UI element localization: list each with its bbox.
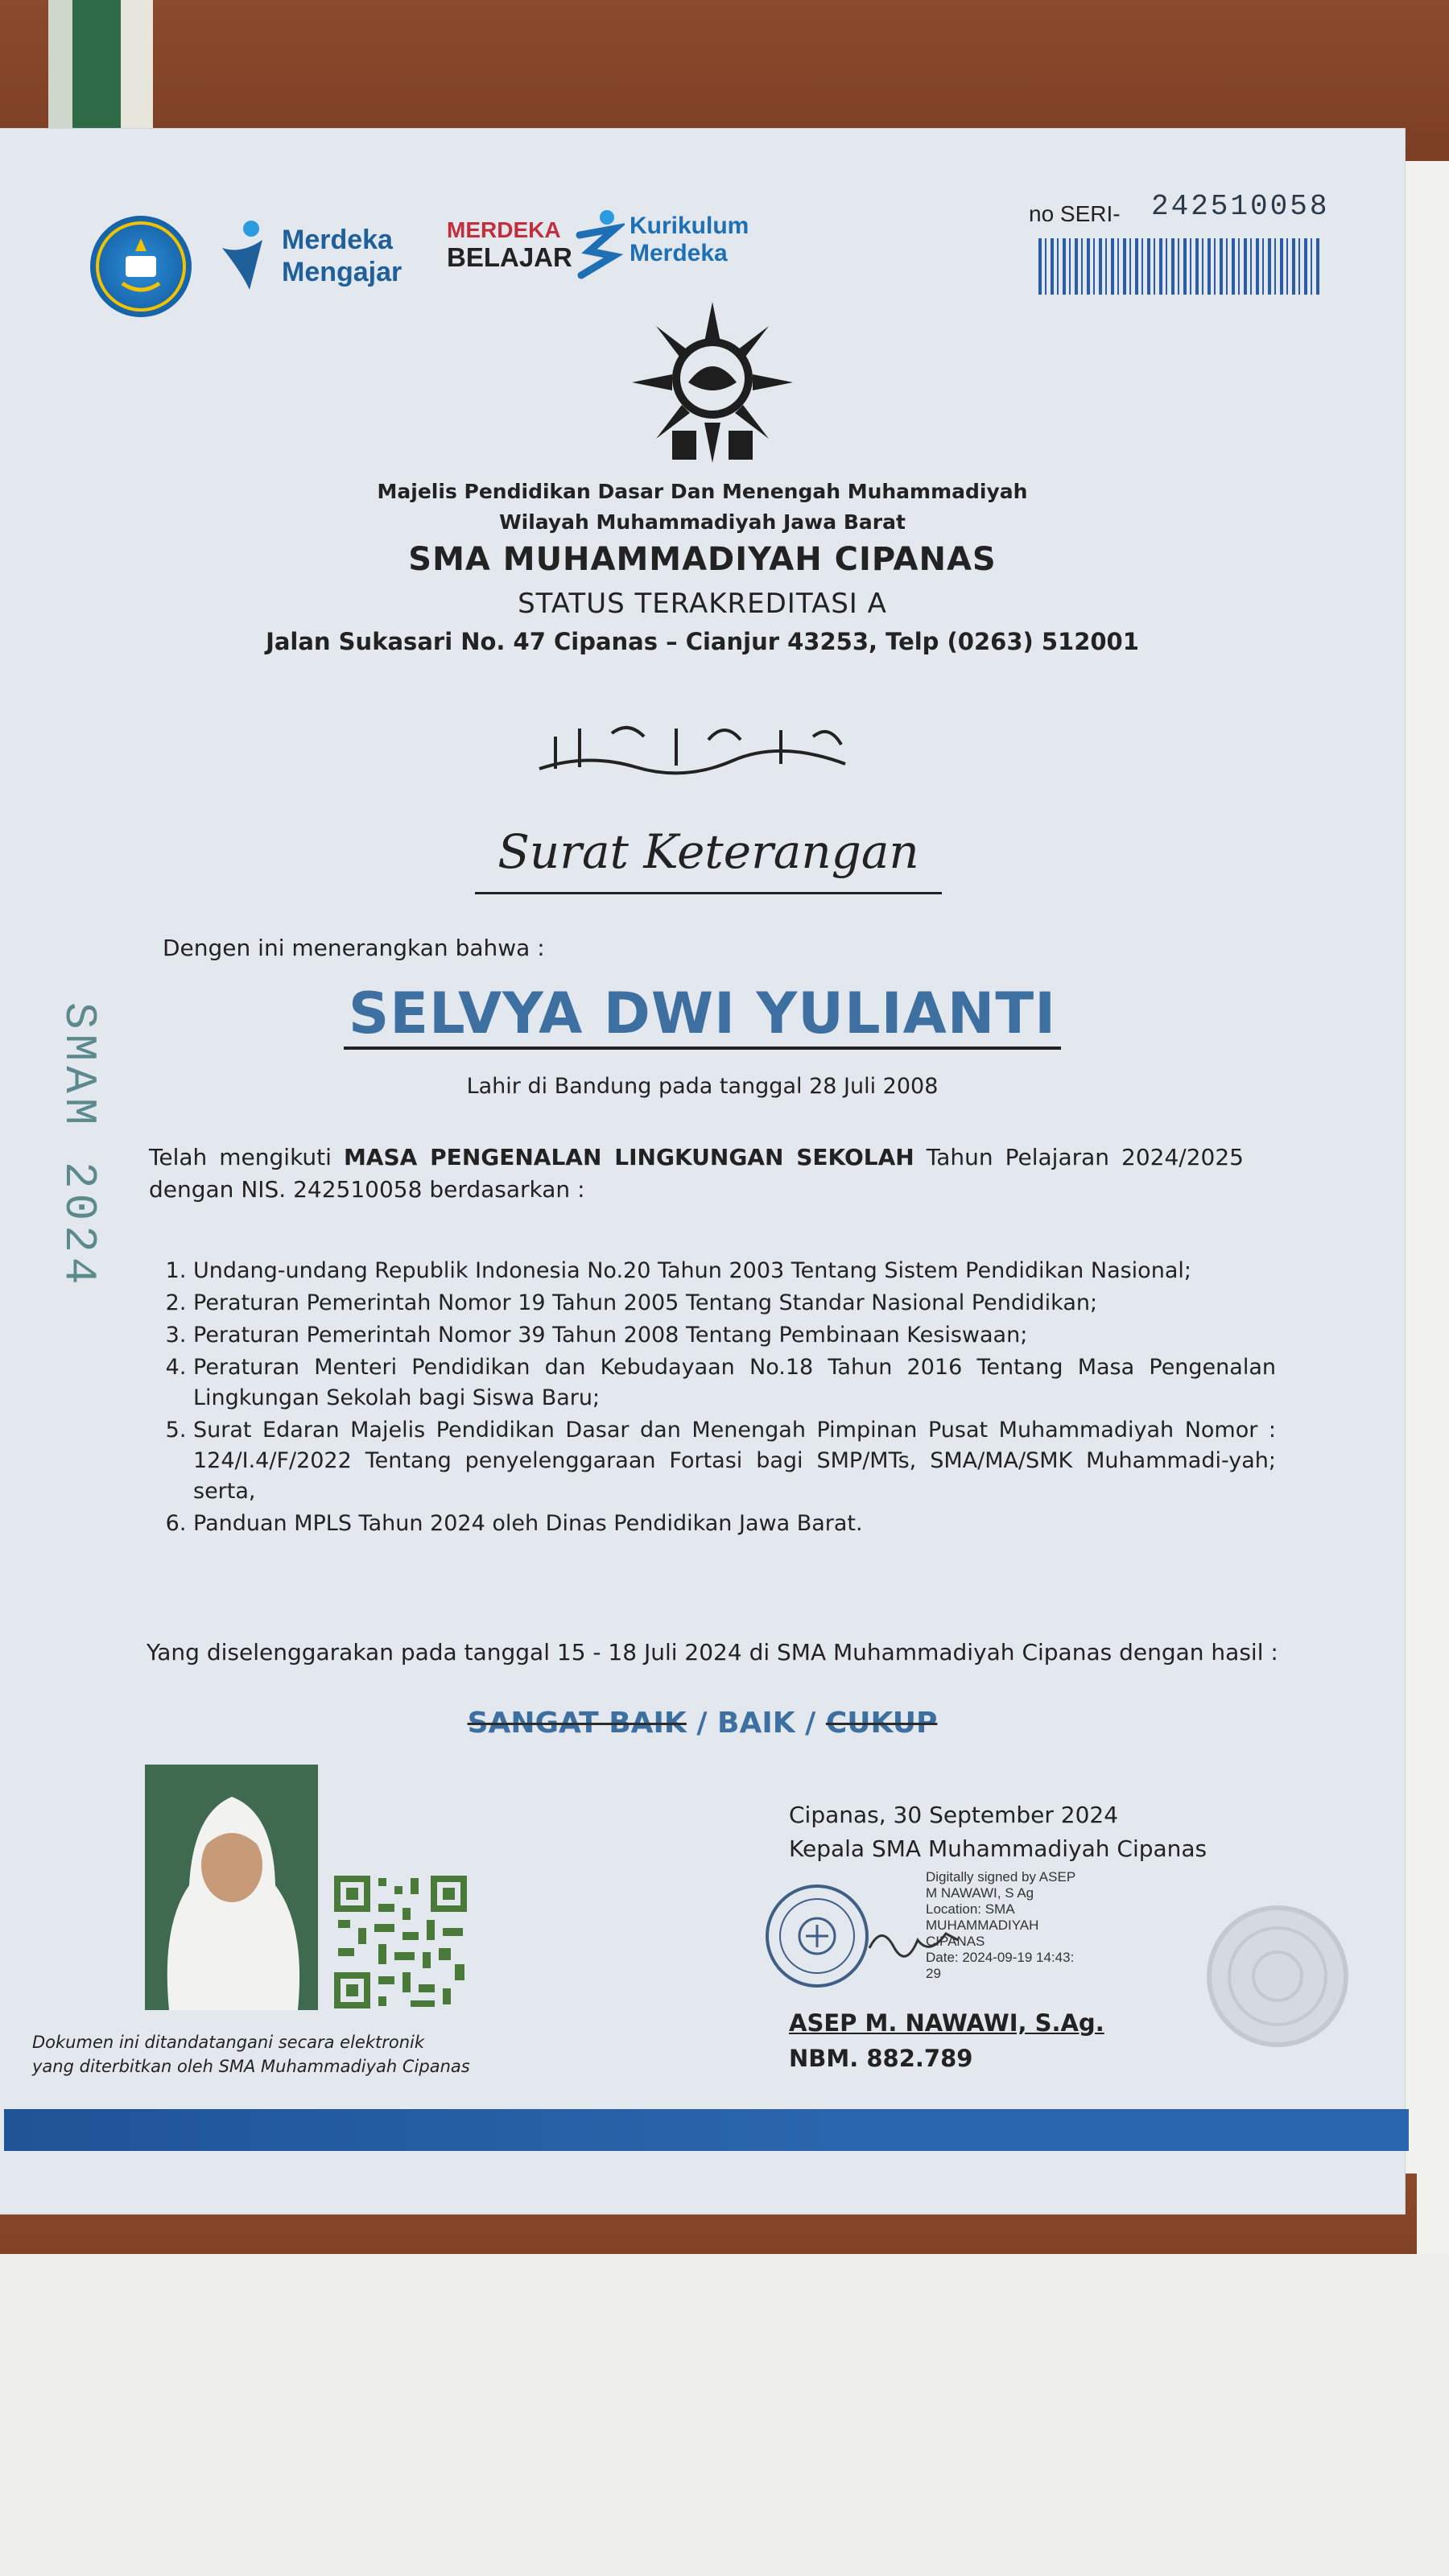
signer-name: ASEP M. NAWAWI, S.Ag. bbox=[789, 2009, 1104, 2037]
paragraph-suffix: Tahun Pelajaran 2024/2025 dengan NIS. 242510058 berdasarkan : bbox=[149, 1144, 1244, 1203]
school-name: SMA MUHAMMADIYAH CIPANAS bbox=[408, 541, 997, 578]
digital-sign-line: MUHAMMADIYAH bbox=[926, 1918, 1039, 1933]
digital-sign-line: 29 bbox=[926, 1966, 941, 1981]
serial-label: no SERI- bbox=[1029, 201, 1121, 226]
digital-sign-line: M NAWAWI, S Ag bbox=[926, 1885, 1034, 1901]
list-item: 1. Undang-undang Republik Indonesia No.20 Tahun 2003 Tentang Sistem Pendidikan Nasional; bbox=[193, 1256, 1276, 1286]
barcode-icon bbox=[1038, 238, 1320, 295]
institution-line1: Majelis Pendidikan Dasar Dan Menengah Muhammadiyah bbox=[377, 480, 1028, 503]
list-item: 3. Peraturan Pemerintah Nomor 39 Tahun 2008 Tentang Pembinaan Kesiswaan; bbox=[193, 1320, 1276, 1351]
birth-info: Lahir di Bandung pada tanggal 28 Juli 2008 bbox=[466, 1074, 939, 1099]
result-option-struck: CUKUP bbox=[825, 1707, 938, 1740]
intro-text: Dengen ini menerangkan bahwa : bbox=[163, 935, 545, 961]
merdeka-belajar-word2: BELAJAR bbox=[447, 242, 572, 272]
merdeka-belajar-logo bbox=[447, 217, 572, 298]
paragraph-prefix: Telah mengikuti bbox=[149, 1144, 344, 1170]
kurikulum-merdeka-word2: Merdeka bbox=[630, 240, 728, 266]
event-name: MASA PENGENALAN LINGKUNGAN SEKOLAH bbox=[343, 1144, 914, 1170]
result-separator: / bbox=[795, 1707, 826, 1740]
list-item: 6. Panduan MPLS Tahun 2024 oleh Dinas Pendidikan Jawa Barat. bbox=[193, 1509, 1276, 1539]
list-item: 2. Peraturan Pemerintah Nomor 19 Tahun 2005 Tentang Standar Nasional Pendidikan; bbox=[193, 1288, 1276, 1319]
student-name-wrapper bbox=[0, 980, 1405, 1046]
signature-place-date: Cipanas, 30 September 2024 bbox=[789, 1802, 1119, 1828]
result-option-struck: SANGAT BAIK bbox=[467, 1707, 687, 1740]
result-separator: / bbox=[686, 1707, 718, 1740]
embossed-seal-icon bbox=[1201, 1900, 1354, 2053]
list-item: 4. Peraturan Menteri Pendidikan dan Kebudayaan No.18 Tahun 2016 Tentang Masa Pengenalan Lingkungan Sekolah bagi Siswa Baru; bbox=[193, 1352, 1276, 1414]
basmala-calligraphy-icon bbox=[523, 704, 861, 793]
digital-sign-line: Date: 2024-09-19 14:43: bbox=[926, 1950, 1075, 1965]
signer-nbm: NBM. 882.789 bbox=[789, 2045, 973, 2072]
white-surface bbox=[0, 2254, 1449, 2576]
tut-wuri-handayani-logo bbox=[90, 216, 192, 317]
accreditation-status: STATUS TERAKREDITASI A bbox=[518, 588, 887, 620]
list-item: 5. Surat Edaran Majelis Pendidikan Dasar dan Menengah Pimpinan Pusat Muhammadiyah Nomor : 124/I.4/F/2022 Tentang penyelenggaraan Fortasi bagi SMP/MTs, SMA/MA/SMK Muhammadi-yah; serta, bbox=[193, 1415, 1276, 1507]
side-stamp-text: SMAM 2024 bbox=[53, 1002, 105, 1290]
muhammadiyah-emblem-icon bbox=[624, 294, 801, 471]
kurikulum-merdeka-word1: Kurikulum bbox=[630, 213, 749, 239]
result-line bbox=[0, 1707, 1405, 1740]
merdeka-mengajar-word1: Merdeka bbox=[282, 225, 393, 255]
footnote-line: yang diterbitkan oleh SMA Muhammadiyah Cipanas bbox=[32, 2057, 470, 2076]
digital-sign-line: Digitally signed by ASEP bbox=[926, 1869, 1076, 1885]
kurikulum-merdeka-logo bbox=[573, 208, 782, 280]
student-photo bbox=[145, 1765, 318, 2010]
digital-sign-line: CIPANAS bbox=[926, 1934, 985, 1949]
serial-number: 242510058 bbox=[1151, 190, 1330, 223]
digital-sign-line: Location: SMA bbox=[926, 1901, 1015, 1917]
school-address: Jalan Sukasari No. 47 Cipanas – Cianjur 43253, Telp (0263) 512001 bbox=[266, 628, 1139, 655]
institution-line2: Wilayah Muhammadiyah Jawa Barat bbox=[499, 510, 906, 534]
merdeka-mengajar-word2: Mengajar bbox=[282, 257, 402, 287]
legal-basis-list bbox=[161, 1256, 1276, 1541]
digital-signature-details bbox=[926, 1869, 1087, 1982]
e-sign-footnote bbox=[32, 2030, 470, 2079]
student-name: SELVYA DWI YULIANTI bbox=[344, 980, 1061, 1050]
event-held-text: Yang diselenggarakan pada tanggal 15 - 18 Juli 2024 di SMA Muhammadiyah Cipanas dengan hasil : bbox=[147, 1639, 1278, 1666]
result-option-selected: BAIK bbox=[717, 1707, 795, 1740]
merdeka-mengajar-logo bbox=[217, 216, 419, 304]
signer-role: Kepala SMA Muhammadiyah Cipanas bbox=[789, 1835, 1208, 1862]
merdeka-belajar-word1: MERDEKA bbox=[447, 217, 561, 242]
document-title: Surat Keterangan bbox=[475, 819, 942, 894]
footer-band bbox=[4, 2109, 1409, 2151]
footnote-line: Dokumen ini ditandatangani secara elektronik bbox=[32, 2033, 425, 2052]
qr-code-icon bbox=[330, 1872, 471, 2013]
participation-paragraph bbox=[149, 1141, 1244, 1206]
